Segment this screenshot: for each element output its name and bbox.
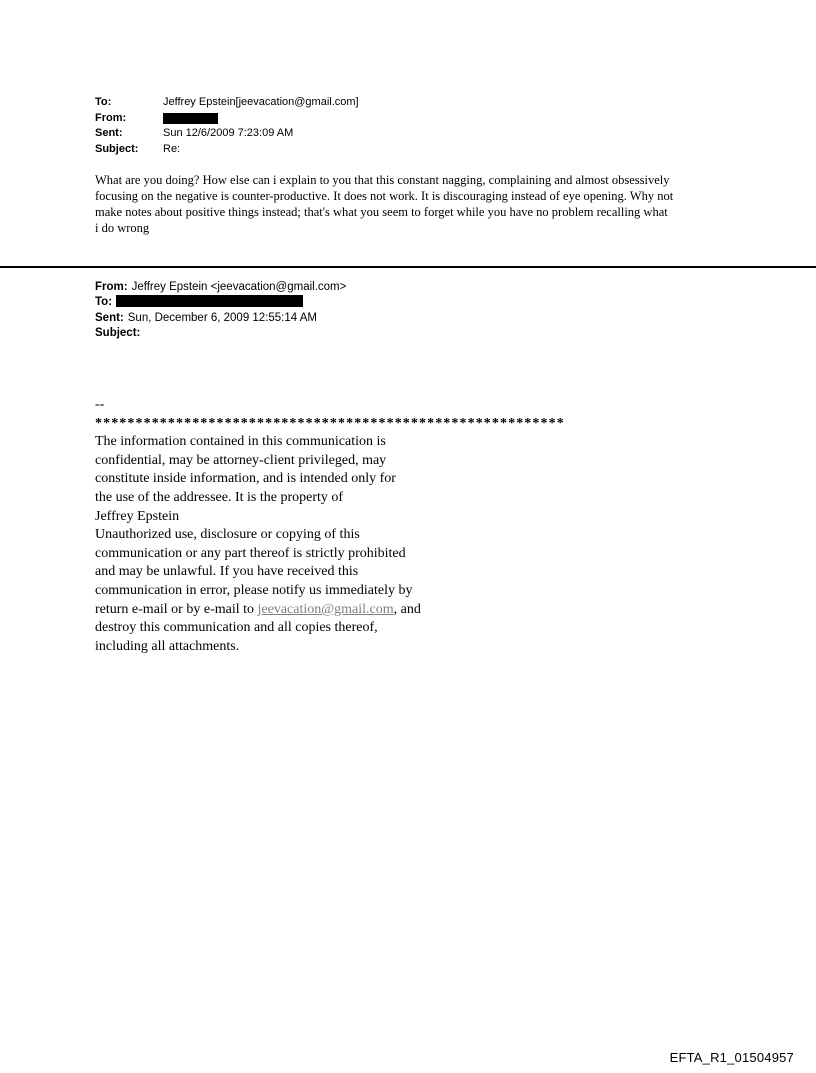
disclaimer-line: communication or any part thereof is strictly prohibited [95,545,406,561]
disclaimer-line-with-link [95,601,565,620]
disclaimer-line: destroy this communication and all copies thereof, [95,620,378,636]
section-divider [0,266,816,268]
email-address-link[interactable]: jeevacation@gmail.com [257,601,394,617]
signature-dashes: -- [95,397,105,412]
disclaimer-link-suffix: , and [393,601,421,617]
quoted-header-label-subject: Subject: [95,327,141,340]
disclaimer-line: Jeffrey Epstein [95,508,180,524]
email-header-block [95,95,359,157]
quoted-header-row-from [95,280,346,295]
email-body-line: make notes about positive things instead; that's what you seem to forget while you have no problem recalling what [95,205,668,219]
header-row-subject [95,142,359,158]
header-value-sent: Sun 12/6/2009 7:23:09 AM [163,127,294,139]
header-row-from [95,111,359,127]
signature-block [95,396,565,656]
disclaimer-line: and may be unlawful. If you have received this [95,564,359,580]
redaction-bar-from [163,113,218,124]
quoted-header-label-sent: Sent: [95,311,124,324]
header-label-sent: Sent: [95,127,123,139]
disclaimer-link-prefix: return e-mail or by e-mail to [95,601,258,617]
disclaimer-line: communication in error, please notify us immediately by [95,582,413,598]
quoted-header-row-subject [95,326,346,341]
disclaimer-line: including all attachments. [95,638,240,654]
disclaimer-line: constitute inside information, and is intended only for [95,471,396,487]
email-body-line: focusing on the negative is counter-productive. It does not work. It is discouraging instead of eye opening. Why not [95,189,674,203]
bates-number: EFTA_R1_01504957 [669,1050,794,1065]
header-value-to: Jeffrey Epstein[jeevacation@gmail.com] [163,96,359,108]
disclaimer-line: the use of the addressee. It is the property of [95,489,344,505]
email-body-line: What are you doing? How else can i explain to you that this constant nagging, complaining and almost obsessively [95,173,670,187]
header-label-from: From: [95,111,127,124]
header-label-subject: Subject: [95,142,139,155]
quoted-header-label-from: From: [95,281,128,293]
quoted-header-value-from: Jeffrey Epstein <jeevacation@gmail.com> [131,281,347,293]
redaction-bar-to [116,295,303,307]
email-body [95,172,673,236]
quoted-header-value-sent: Sun, December 6, 2009 12:55:14 AM [127,311,317,324]
email-body-line: i do wrong [95,221,150,235]
quoted-header-row-sent [95,311,346,326]
header-value-subject: Re: [163,142,181,155]
header-row-sent [95,126,359,142]
disclaimer-line: confidential, may be attorney-client privileged, may [95,452,387,468]
disclaimer-line: Unauthorized use, disclosure or copying of this [95,527,360,543]
header-label-to: To: [95,96,112,108]
quoted-email-header-block [95,280,346,342]
header-row-to [95,95,359,111]
quoted-header-label-to: To: [95,296,113,309]
disclaimer-line: The information contained in this communication is [95,434,386,450]
quoted-header-row-to [95,295,346,310]
signature-separator: ********************************************************** [95,415,565,431]
